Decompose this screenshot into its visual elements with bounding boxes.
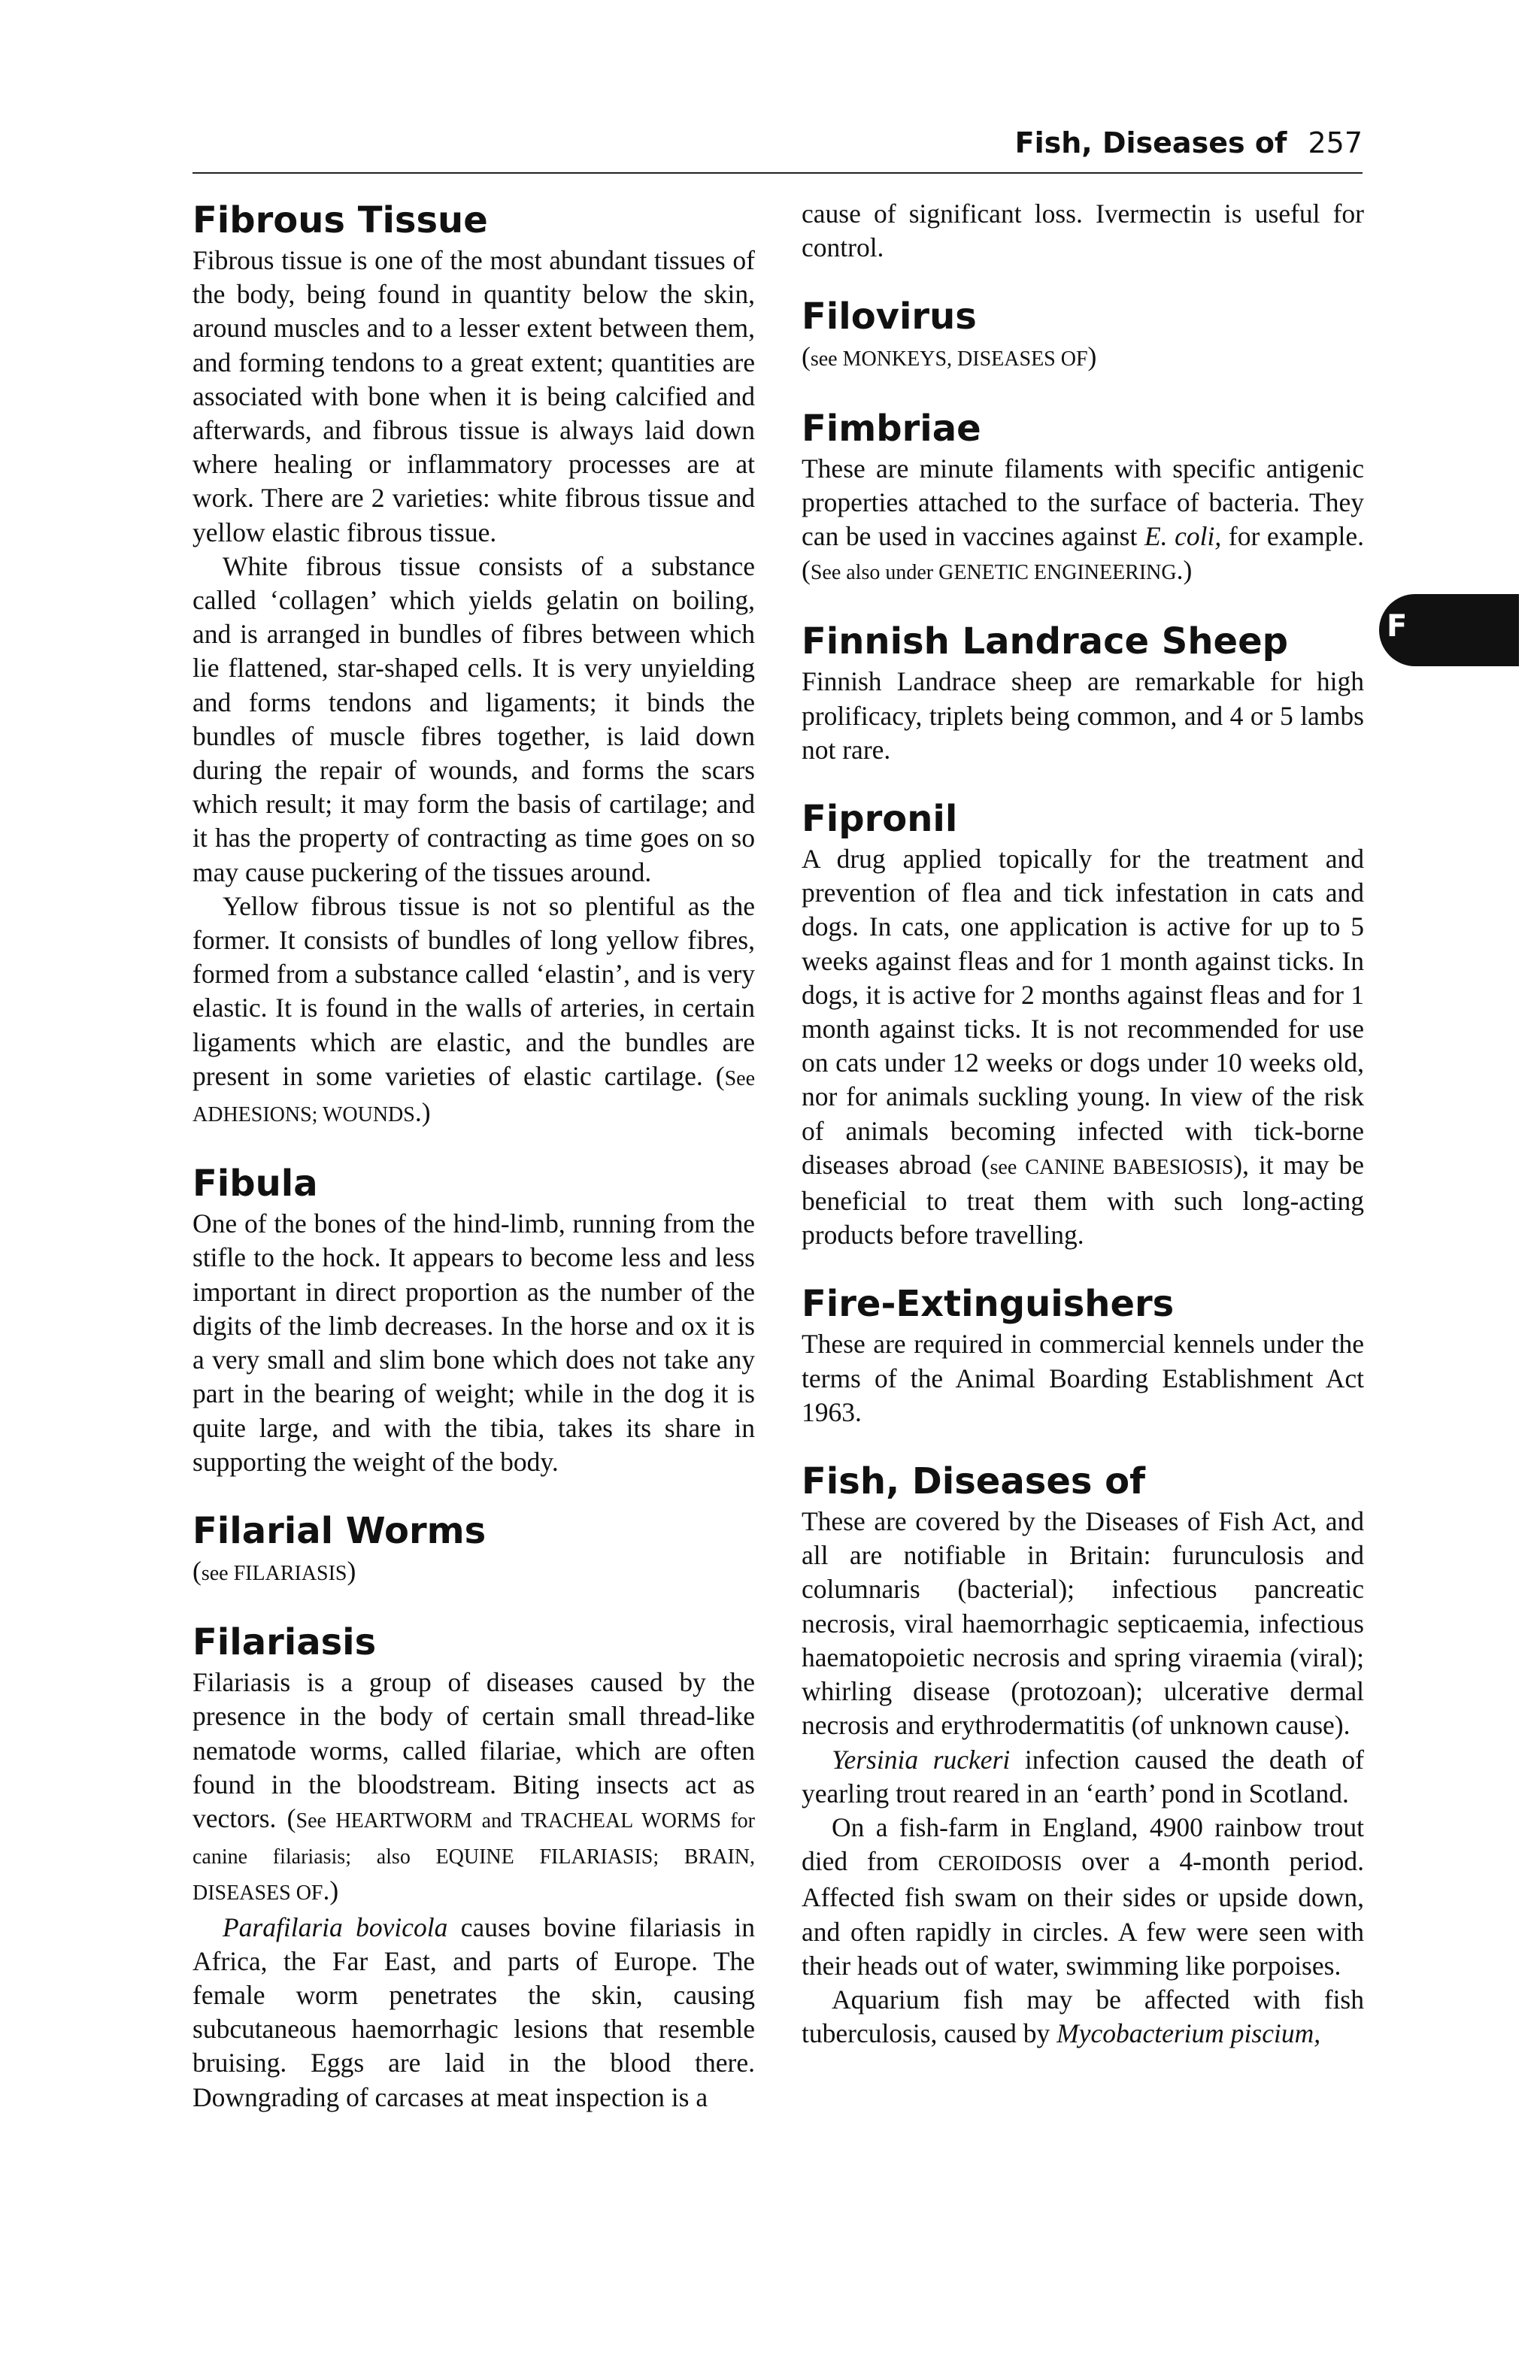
paragraph	[802, 1743, 1364, 1811]
cross-reference-link[interactable]: HEARTWORM	[335, 1808, 473, 1833]
paragraph: These are covered by the Diseases of Fish Act, and all are notifiable in Britain: furunculosis and columnaris (bacterial); infectious pancreatic necrosis, viral haemorrhagic septicaemia, infectious haematopoietic necrosis and spring viraemia (viral); whirling disease (protozoan); ulcerative dermal necrosis and erythrodermatitis (of unknown cause).	[802, 1506, 1364, 1741]
xref-see: See also under	[810, 561, 939, 585]
paragraph	[802, 842, 1364, 1252]
xref-see: see	[201, 1561, 234, 1585]
running-head-title: Fish, Diseases of	[1014, 126, 1287, 159]
entry-filovirus	[802, 293, 1364, 376]
xref-close: .)	[1176, 555, 1193, 586]
cross-reference-link[interactable]: GENETIC ENGINEERING	[938, 561, 1177, 585]
cross-reference-link[interactable]: CANINE BABESIOSIS	[1025, 1155, 1234, 1179]
species-name: Parafilaria bovicola	[223, 1912, 448, 1942]
entry-fibula	[192, 1160, 755, 1479]
headword-fipronil: Fipronil	[802, 798, 958, 841]
xref-open: (	[276, 1802, 296, 1833]
cross-reference-link[interactable]: FILARIASIS	[233, 1561, 347, 1585]
species-name: E. coli,	[1144, 521, 1222, 552]
xref-see: See	[296, 1808, 336, 1833]
paragraph-text: Yellow fibrous tissue is not so plentiful as the former. It consists of bundles of long yellow fibres, formed from a substance called ‘elastin’, and is very elastic. It is found in the walls of arteries, in certain ligaments which are elastic, and the bundles are present in some varieties of elastic cartilage.	[192, 890, 755, 1091]
paragraph-text: Filariasis is a group of diseases caused by the presence in the body of certain small thread-like nematode worms, called filariae, which are often found in the bloodstream. Biting insects act as vectors.	[192, 1667, 755, 1833]
paragraph	[192, 890, 755, 1132]
cross-reference-link[interactable]: MONKEYS, DISEASES OF	[842, 347, 1088, 371]
paragraph-text: for example.	[1221, 521, 1365, 552]
headword-filarial-worms: Filarial Worms	[192, 1509, 487, 1552]
paragraph	[802, 1983, 1364, 2051]
headword-fimbriae: Fimbriae	[802, 407, 981, 450]
species-name: Yersinia ruckeri	[832, 1744, 1011, 1775]
headword-fish-diseases: Fish, Diseases of	[802, 1460, 1146, 1503]
paragraph-text: infection caused the death of yearling trout reared in an ‘earth’ pond in Scotland.	[802, 1744, 1364, 1808]
xref-open: (	[971, 1149, 990, 1180]
entry-continuation	[802, 197, 1364, 265]
xref-close: )	[347, 1555, 356, 1586]
xref-open: (	[802, 341, 811, 372]
xref-open: (	[702, 1060, 725, 1091]
paragraph: Fibrous tissue is one of the most abundant tissues of the body, being found in quantity below the skin, around muscles and to a lesser extent between them, and forming tendons to a great extent; quantities are associated with bone when it is being calcified and afterwards, and fibrous tissue is always laid down where healing or inflammatory processes are at work. There are 2 varieties: white fibrous tissue and yellow elastic fibrous tissue.	[192, 245, 755, 547]
entry-filarial-worms	[192, 1508, 755, 1590]
xref-close: ),	[1233, 1149, 1249, 1180]
paragraph: cause of significant loss. Ivermectin is useful for control.	[802, 199, 1364, 263]
xref-see: See	[724, 1066, 755, 1090]
paragraph	[192, 1911, 755, 2115]
headword-filariasis: Filariasis	[192, 1621, 377, 1664]
xref-close: .)	[323, 1875, 339, 1906]
cross-reference-link[interactable]: TRACHEAL WORMS	[520, 1808, 721, 1833]
left-column	[192, 197, 755, 2143]
entry-fire-extinguishers	[802, 1281, 1364, 1430]
xref-for: for canine filariasis; also	[192, 1808, 755, 1869]
paragraph: These are required in commercial kennels under the terms of the Animal Boarding Establishment Act 1963.	[802, 1329, 1364, 1427]
paragraph-text: over a 4-month period. Affected fish swam on their sides or upside down, and often rapidly in circles. A few were seen with their heads out of water, swimming like porpoises.	[802, 1846, 1364, 1981]
page-number: 257	[1308, 126, 1363, 159]
paragraph-text: it may be beneficial to treat them with such long-acting products before travelling.	[802, 1149, 1364, 1251]
paragraph-text: Aquarium fish may be affected with fish tuberculosis, caused by	[802, 1984, 1364, 2049]
xref-close: .)	[414, 1097, 431, 1128]
headword-filovirus: Filovirus	[802, 296, 977, 338]
paragraph: White fibrous tissue consists of a substance called ‘collagen’ which yields gelatin on boiling, and is arranged in bundles of fibres between which lie flattened, star-shaped cells. It is very unyielding and forms tendons and ligaments; it binds the bundles of muscle fibres together, is laid down during the repair of wounds, and forms the scars which result; it may form the basis of cartilage; and it has the property of contracting as time goes on so may cause puckering of the tissues around.	[192, 550, 755, 887]
xref-see: see	[810, 347, 843, 371]
paragraph-text: On a fish-farm in England, 4900 rainbow trout died from	[802, 1812, 1364, 1877]
paragraph	[802, 452, 1364, 590]
cross-reference-link[interactable]: ADHESIONS; WOUNDS	[192, 1103, 415, 1127]
header-rule	[192, 172, 1363, 174]
entry-fimbriae	[802, 405, 1364, 590]
cross-reference-link[interactable]: CEROIDOSIS	[938, 1852, 1063, 1876]
entry-filariasis	[192, 1619, 755, 2115]
running-head	[192, 126, 1363, 168]
headword-fibula: Fibula	[192, 1163, 318, 1205]
paragraph-text: A drug applied topically for the treatment and prevention of flea and tick infestation in cats and dogs. In cats, one application is active for up to 5 weeks against fleas and for 1 month against ticks. In dogs, it is active for 2 months against fleas and for 1 month against ticks. It is not recommended for use on cats under 12 weeks or dogs under 10 weeks old, nor for animals suckling young. In view of the risk of animals becoming infected with tick-borne diseases abroad	[802, 844, 1364, 1180]
xref-open: (	[192, 1555, 202, 1586]
paragraph-text: causes bovine filariasis in Africa, the Far East, and parts of Europe. The female worm penetrates the skin, causing subcutaneous haemorrhagic lesions that resemble bruising. Eggs are laid in the blood there. Downgrading of carcases at meat inspection is a	[192, 1912, 756, 2112]
thumb-index-tab	[1379, 594, 1519, 666]
right-column	[802, 197, 1364, 2079]
species-name: Mycobacterium piscium,	[1056, 2018, 1321, 2049]
entry-fish-diseases	[802, 1458, 1364, 2051]
entry-finnish-landrace-sheep	[802, 618, 1364, 767]
paragraph: Finnish Landrace sheep are remarkable for high prolificacy, triplets being common, and 4 or 5 lambs not rare.	[802, 666, 1364, 765]
paragraph-text: These are minute filaments with specific antigenic properties attached to the surface of bacteria. They can be used in vaccines against	[802, 453, 1364, 552]
xref-open: (	[802, 555, 811, 586]
paragraph	[802, 1811, 1364, 1983]
paragraph	[192, 1666, 755, 1910]
headword-fibrous-tissue: Fibrous Tissue	[192, 199, 488, 241]
thumb-index-letter: F	[1387, 609, 1408, 644]
entry-fibrous-tissue	[192, 197, 755, 1132]
xref-close: )	[1087, 341, 1097, 372]
headword-fire-extinguishers: Fire-Extinguishers	[802, 1283, 1175, 1326]
xref-and: and	[472, 1808, 521, 1833]
headword-finnish-landrace-sheep: Finnish Landrace Sheep	[802, 620, 1288, 663]
cross-reference	[192, 1554, 755, 1590]
paragraph: One of the bones of the hind-limb, running from the stifle to the hock. It appears to become less and less important in direct proportion as the number of the digits of the limb decreases. In the horse and ox it is a very small and slim bone which does not take any part in the bearing of weight; while in the dog it is quite large, and with the tibia, takes its share in supporting the weight of the body.	[192, 1208, 755, 1477]
cross-reference-link[interactable]: EQUINE FILARIASIS; BRAIN, DISEASES OF	[192, 1845, 756, 1906]
cross-reference	[802, 340, 1364, 376]
entry-fipronil	[802, 796, 1364, 1252]
xref-see: see	[990, 1155, 1026, 1179]
